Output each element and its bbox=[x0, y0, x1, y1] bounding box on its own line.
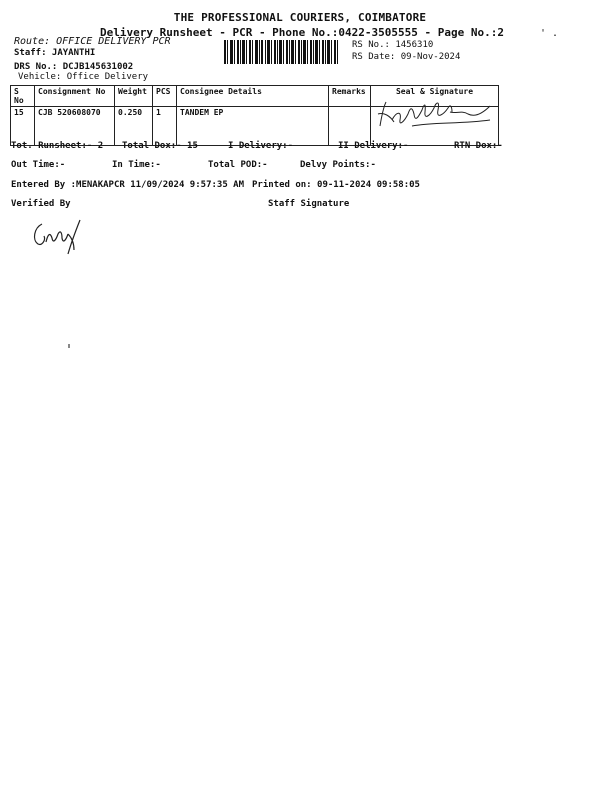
total-pod: Total POD:- bbox=[208, 160, 268, 170]
staff-label: Staff: JAYANTHI bbox=[14, 48, 96, 58]
col-header-consignee: Consignee Details bbox=[177, 86, 329, 107]
total-runsheet: Tot. Runsheet:- 2 bbox=[11, 141, 104, 151]
staff-signature-label: Staff Signature bbox=[268, 199, 350, 209]
col-header-seal-signature: Seal & Signature bbox=[371, 86, 499, 107]
runsheet-subtitle: Delivery Runsheet - PCR - Phone No.:0422-3505555 - Page No.:2 bbox=[100, 26, 504, 39]
out-time: Out Time:- bbox=[11, 160, 66, 170]
delivery-points: Delvy Points:- bbox=[300, 160, 376, 170]
col-header-weight: Weight bbox=[115, 86, 153, 107]
cell-consignee: TANDEM EP bbox=[177, 107, 329, 146]
second-delivery: II Delivery:- bbox=[338, 141, 409, 151]
receiver-signature-icon bbox=[372, 92, 496, 132]
first-delivery: I Delivery:- bbox=[228, 141, 294, 151]
vehicle-label: Vehicle: Office Delivery bbox=[18, 72, 149, 82]
total-dox: Total Dox:- 15 bbox=[122, 141, 198, 151]
cell-s-no: 15 bbox=[11, 107, 35, 146]
col-header-consignment-no: Consignment No bbox=[35, 86, 115, 107]
drs-number: DRS No.: DCJB145631002 bbox=[14, 62, 134, 72]
return-dox: RTN Dox:- bbox=[454, 141, 503, 151]
barcode-icon bbox=[224, 40, 338, 64]
cell-weight: 0.250 bbox=[115, 107, 153, 146]
rs-number: RS No.: 1456310 bbox=[352, 40, 434, 50]
verified-by-label: Verified By bbox=[11, 199, 71, 209]
printed-on: Printed on: 09-11-2024 09:58:05 bbox=[252, 180, 420, 190]
cell-remarks bbox=[329, 107, 371, 146]
company-title: THE PROFESSIONAL COURIERS, COIMBATORE bbox=[173, 11, 427, 24]
col-header-pcs: PCS bbox=[153, 86, 177, 107]
col-header-remarks: Remarks bbox=[329, 86, 371, 107]
corner-marks: ' . bbox=[540, 28, 559, 39]
route-label: Route: OFFICE DELIVERY PCR bbox=[14, 36, 171, 47]
col-header-s-no: S No bbox=[11, 86, 35, 107]
entered-by: Entered By :MENAKAPCR 11/09/2024 9:57:35 AM bbox=[11, 180, 244, 190]
cell-pcs: 1 bbox=[153, 107, 177, 146]
verifier-signature-icon bbox=[28, 214, 92, 258]
scan-speck bbox=[68, 344, 70, 348]
in-time: In Time:- bbox=[112, 160, 161, 170]
cell-consignment-no: CJB 520608070 bbox=[35, 107, 115, 146]
rs-date: RS Date: 09-Nov-2024 bbox=[352, 52, 461, 62]
